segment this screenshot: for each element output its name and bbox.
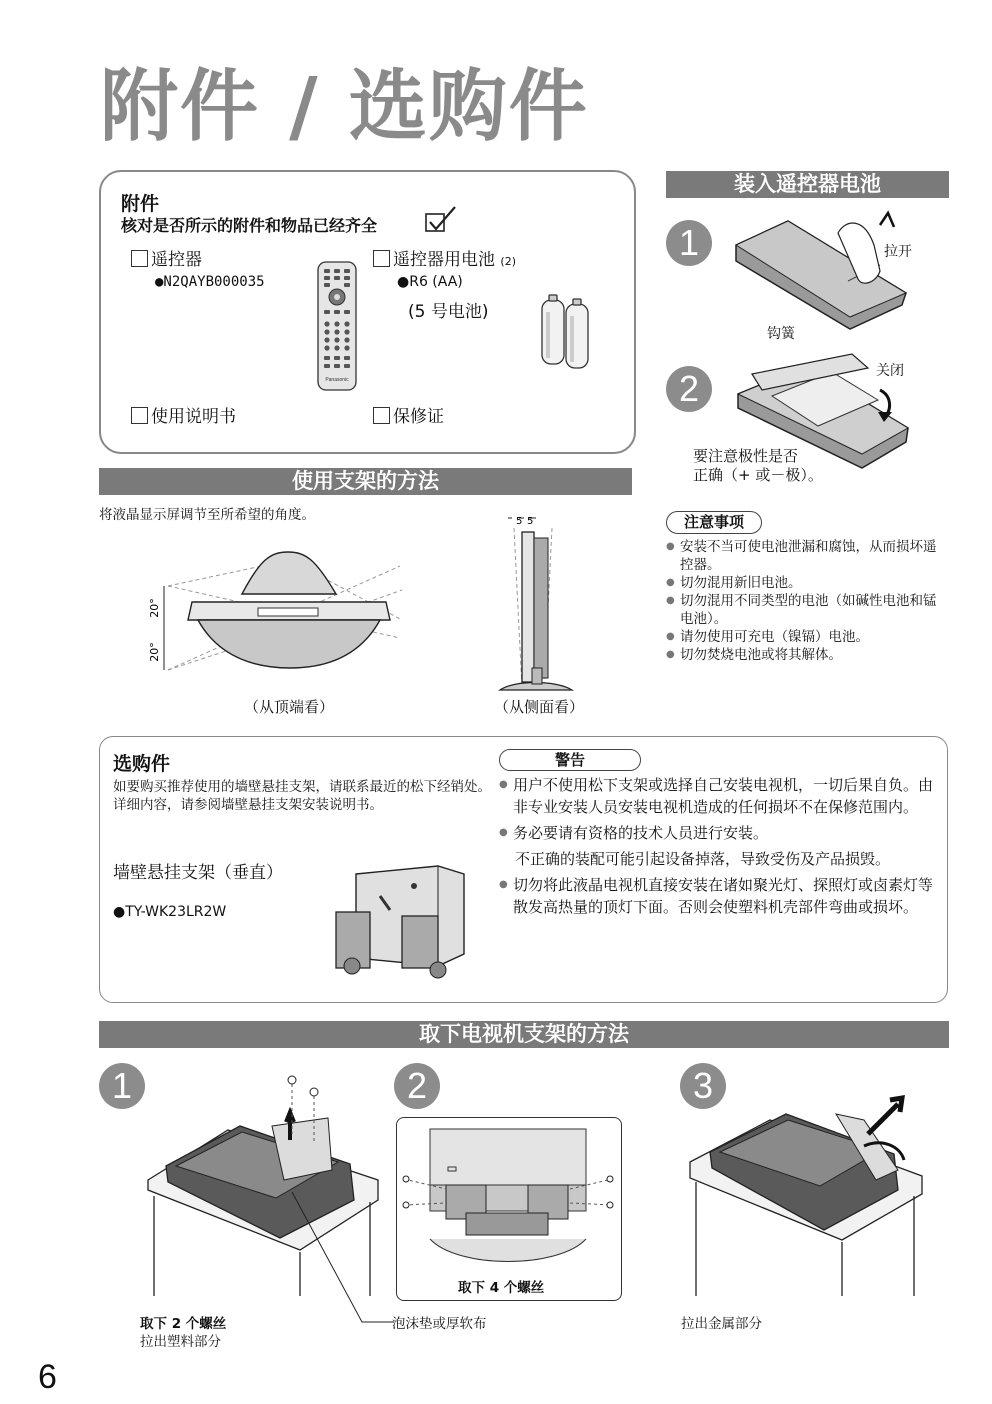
caution-item: ● 切勿混用不同类型的电池（如碱性电池和锰电池）。 [666,592,946,628]
cushion-leader-line [290,1190,400,1330]
tilt-front-label: 5 [516,516,523,527]
warning-item: ● 务必要请有资格的技术人员进行安装。 [499,822,939,844]
battery-size: (5 号电池) [408,302,489,322]
item-warranty [373,402,444,427]
item-manual [131,402,236,427]
battery-section-header: 装入遥控器电池 [666,171,949,198]
battery-qty: (2) [500,255,516,268]
tilt-down-angle-label: 20° [148,642,161,662]
stand-description: 将液晶显示屏调节至所希望的角度。 [99,507,315,523]
item-warranty-label: 保修证 [393,407,444,427]
polarity-note-line1: 要注意极性是否 [693,447,799,465]
batteries-illustration [538,290,598,372]
remote-control-illustration [316,260,358,392]
stand-section-header: 使用支架的方法 [99,468,632,495]
hook-label: 钩簧 [767,326,795,342]
checkbox-icon [373,407,390,424]
warning-note: 不正确的装配可能引起设备掉落，导致受伤及产品损毁。 [515,850,891,868]
bracket-model: ●TY-WK23LR2W [113,904,227,920]
page-title: 附件 / 选购件 [100,62,589,152]
item-battery-label: 遥控器用电池 [393,250,495,270]
warning-item: ● 切勿将此液晶电视机直接安装在诸如聚光灯、探照灯或卤素灯等散发高热量的顶灯下面。否则会使塑料机壳部件弯曲或损坏。 [499,874,939,918]
step-2-badge: 2 [666,366,712,412]
item-remote [131,245,202,270]
page-number: 6 [38,1358,57,1396]
item-remote-label: 遥控器 [151,250,202,270]
caution-item: ● 请勿使用可充电（镍镉）电池。 [666,628,946,646]
optional-heading: 选购件 [113,753,171,775]
caution-title: 注意事项 [666,511,762,534]
remote-brand-logo: Panasonic [325,377,349,383]
remote-back-illustration [730,205,910,335]
warning-list [499,774,939,844]
top-view-caption: （从顶端看） [244,698,335,716]
caution-item: ● 切勿混用新旧电池。 [666,574,946,592]
warning-item: ● 用户不使用松下支架或选择自己安装电视机，一切后果自负。由非专业安装人员安装电视机造成的任何损坏不在保修范围内。 [499,774,939,818]
checkmark-icon [424,205,458,233]
accessories-check-line: 核对是否所示的附件和物品已经齐全 [121,216,378,235]
polarity-note-line2: 正确（+ 或－极）。 [693,466,823,484]
checkbox-icon [131,407,148,424]
remove-step-2-caption: 取下 4 个螺丝 [458,1280,545,1296]
pull-label: 拉开 [884,244,912,260]
remove-step-1-badge: 1 [99,1063,145,1109]
remove-step-2-badge: 2 [394,1063,440,1109]
warning-body [499,774,939,922]
tilt-back-label: 5 [527,516,534,527]
tilt-up-angle-label: 20° [148,598,161,618]
remove-step-1-line1: 取下 2 个螺丝 [140,1316,227,1332]
remove-step-1-line2: 拉出塑料部分 [140,1334,221,1350]
tv-top-view-illustration [140,520,410,690]
battery-type: ●R6 (AA) [397,274,463,290]
step-1-badge: 1 [666,220,712,266]
remove-step-3-caption: 拉出金属部分 [681,1316,762,1332]
optional-description: 如要购买推荐使用的墙壁悬挂支架，请联系最近的松下经销处。详细内容，请参阅墙壁悬挂支架安装说明书。 [113,779,491,813]
tv-side-view-illustration [494,508,584,698]
caution-list [666,538,946,664]
remote-model: ●N2QAYB000035 [155,274,265,290]
warning-title: 警告 [499,749,641,771]
remove-section-header: 取下电视机支架的方法 [99,1021,949,1048]
side-view-caption: （从侧面看） [494,698,585,716]
accessories-heading: 附件 [121,193,160,215]
item-battery [373,245,516,270]
cushion-label: 泡沫垫或厚软布 [392,1316,487,1332]
bracket-name: 墙壁悬挂支架（垂直） [113,863,283,883]
caution-item: ● 切勿焚烧电池或将其解体。 [666,646,946,664]
close-label: 关闭 [876,363,904,379]
checkbox-icon [373,250,390,267]
remove-step-3-badge: 3 [680,1063,726,1109]
warning-list-2 [499,874,939,918]
remove-step-2-illustration [398,1119,618,1279]
caution-item: ● 安装不当可使电池泄漏和腐蚀，从而损坏遥控器。 [666,538,946,574]
remove-step-3-illustration [686,1090,926,1300]
wall-bracket-illustration [330,862,470,984]
checkbox-icon [131,250,148,267]
item-manual-label: 使用说明书 [151,407,236,427]
